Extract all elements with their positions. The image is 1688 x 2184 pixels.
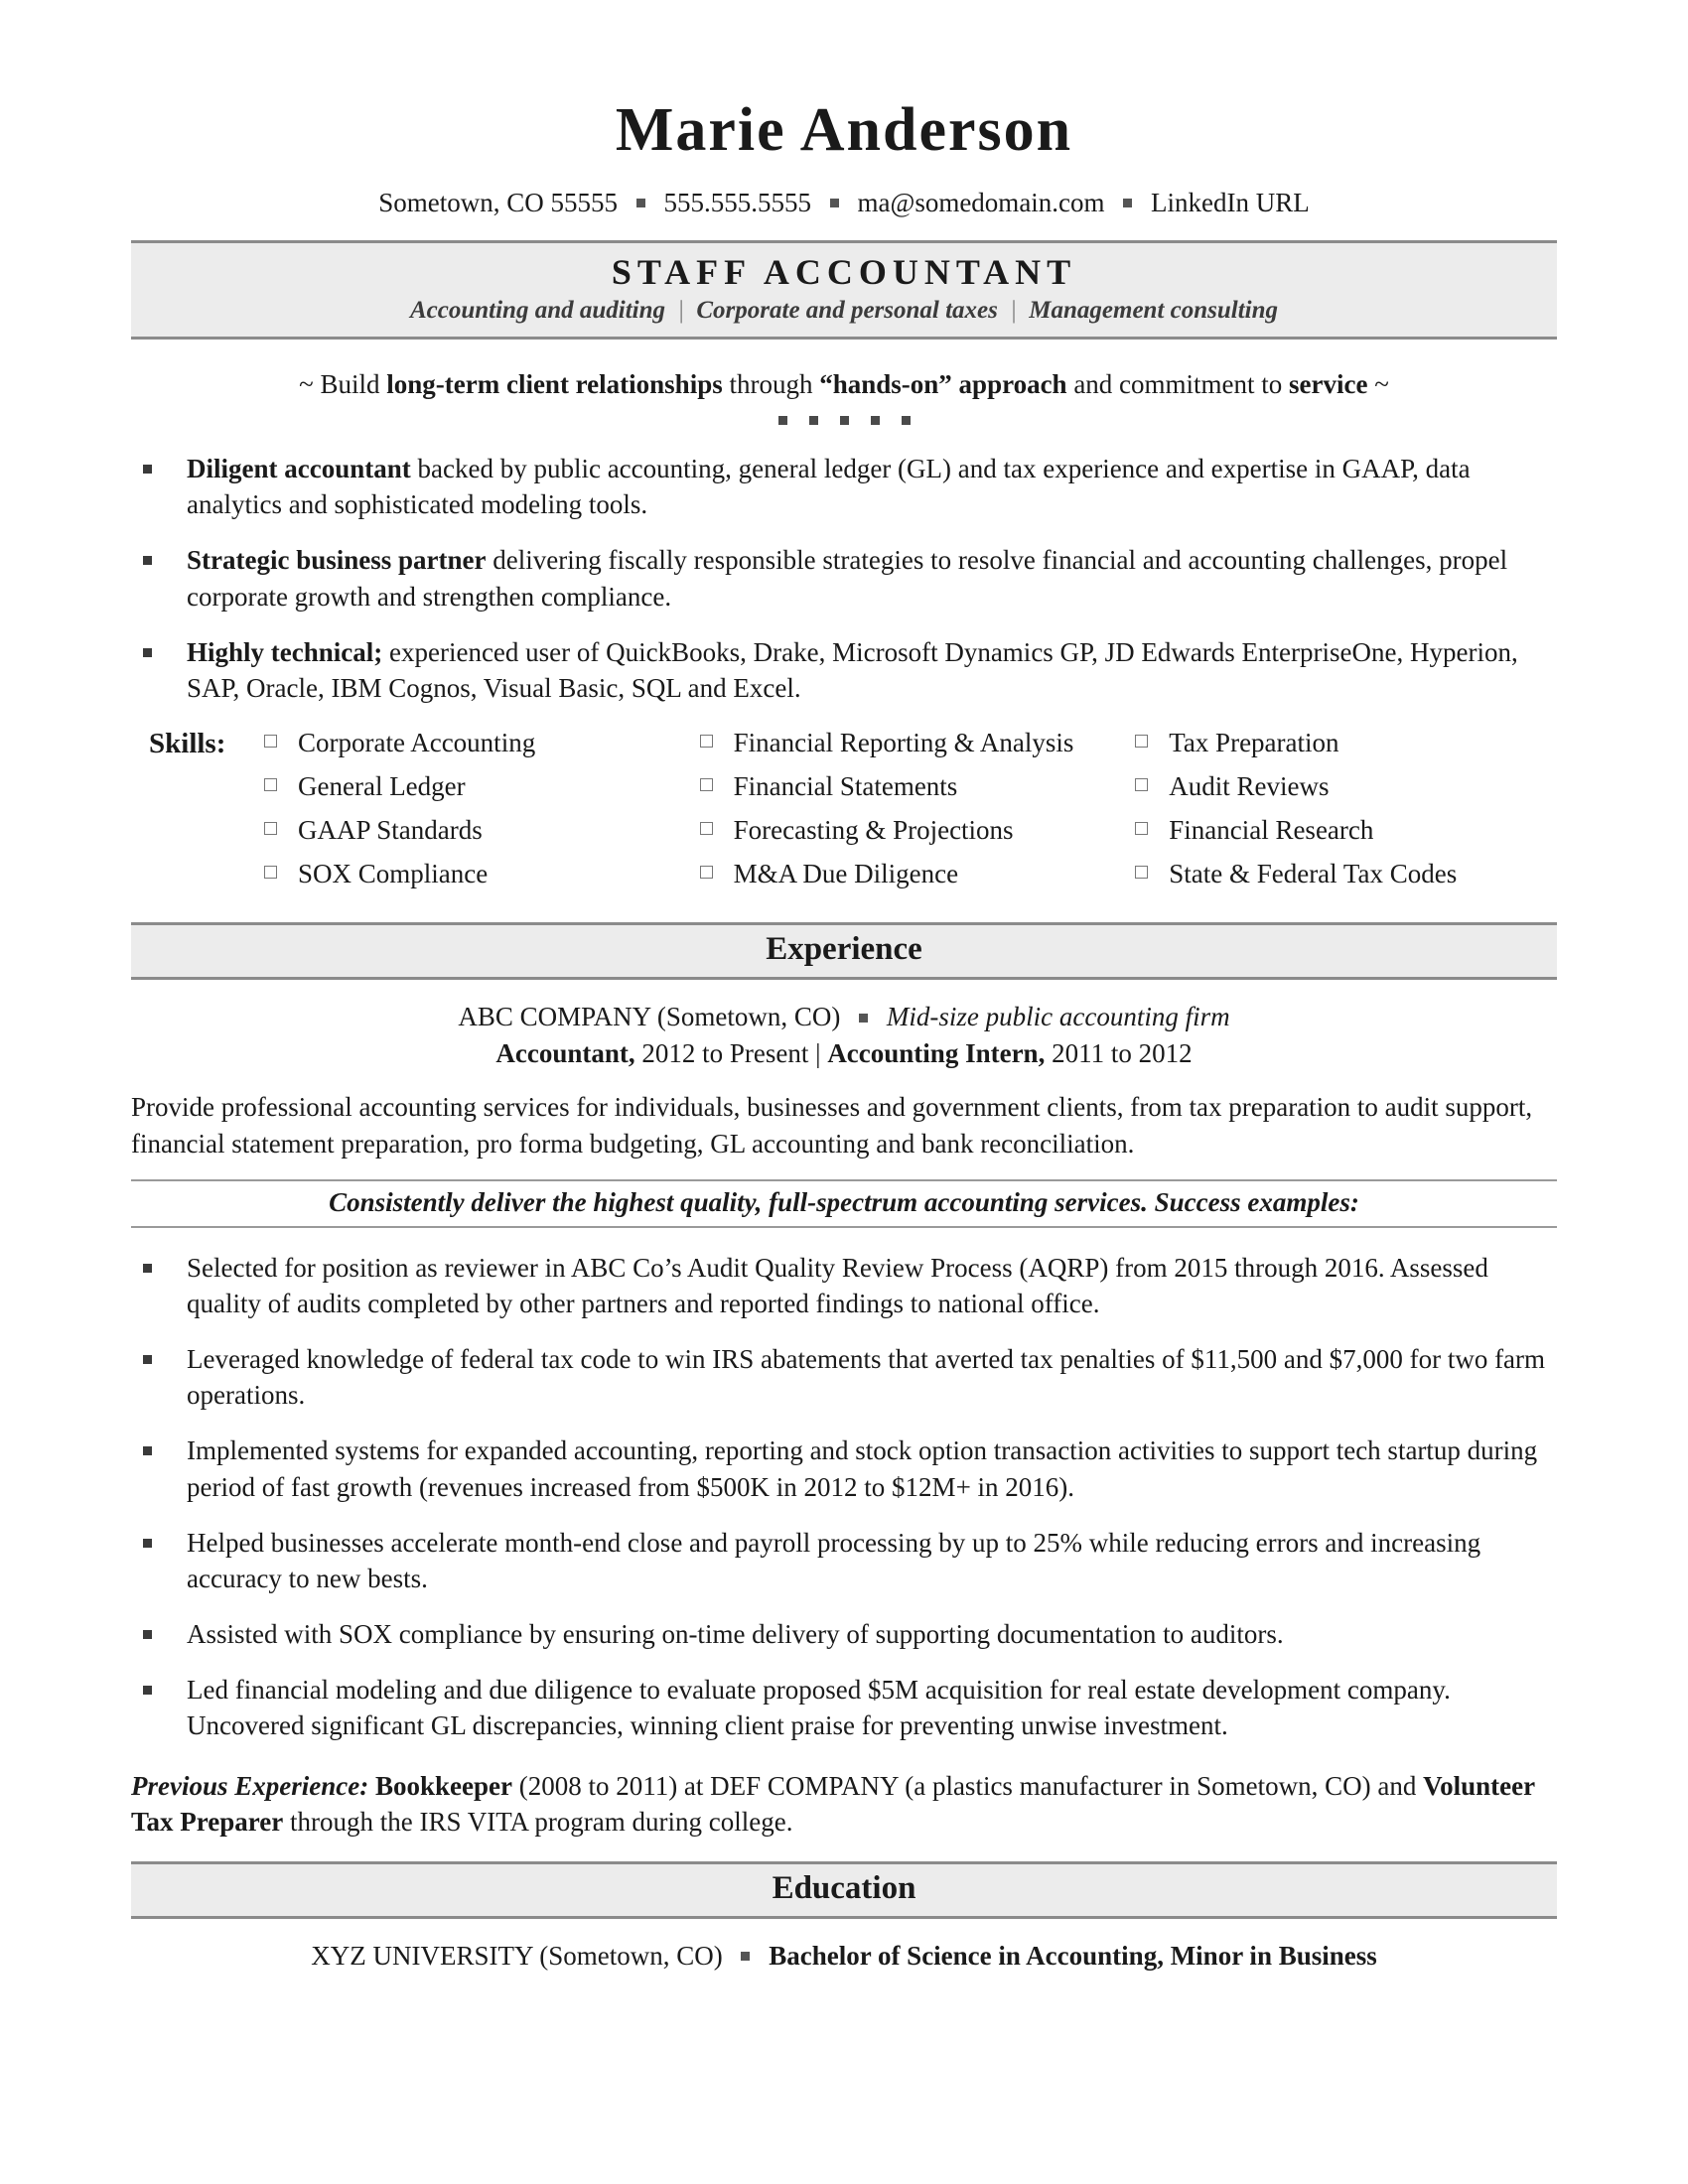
square-bullet-icon (830, 199, 839, 207)
employer-line (131, 1002, 1557, 1032)
section-header-education: Education (131, 1861, 1557, 1919)
dot-icon (902, 416, 911, 425)
experience-summary: Provide professional accounting services for individuals, businesses and government clients, from tax preparation to audit support, financial statement preparation, pro forma budgeting, GL accounting and bank reconciliation. (131, 1092, 1533, 1159)
skill-item: GAAP Standards (250, 813, 686, 848)
specialty-divider: | (1010, 297, 1018, 324)
tagline-open: ~ Build (299, 369, 387, 399)
skill-item: Audit Reviews (1121, 769, 1557, 804)
skills-column-2 (686, 726, 1122, 900)
previous-experience (131, 1768, 1557, 1840)
summary-lead: Highly technical; (187, 636, 383, 667)
skills-section (131, 726, 1557, 900)
summary-text: delivering fiscally responsible strategies to resolve financial and accounting challenges, propel corporate growth and strengthen compliance. (187, 545, 1508, 612)
square-bullet-icon (859, 1014, 868, 1023)
previous-role-1: Bookkeeper (368, 1770, 512, 1801)
role-1-title: Accountant, (495, 1038, 635, 1069)
skill-item: Financial Reporting & Analysis (686, 726, 1122, 760)
list-item (131, 542, 1557, 614)
tagline-mid-2: and commitment to (1066, 369, 1290, 399)
role-1-dates: 2012 to Present (634, 1038, 809, 1069)
job-title-band (131, 240, 1557, 340)
specialty-1: Accounting and auditing (409, 297, 665, 324)
employer-note: Mid-size public accounting firm (886, 1002, 1230, 1032)
job-title: STAFF ACCOUNTANT (611, 252, 1077, 292)
summary-lead: Strategic business partner (187, 545, 487, 576)
previous-text-1: (2008 to 2011) at DEF COMPANY (a plastics manufacturer in Sometown, CO) and (511, 1770, 1424, 1801)
skill-item: Forecasting & Projections (686, 813, 1122, 848)
list-item: Selected for position as reviewer in ABC Co’s Audit Quality Review Process (AQRP) from 2015 through 2016. Assessed quality of audits completed by other partners and reported findings to national office. (131, 1250, 1557, 1321)
tagline-bold-2: “hands-on” approach (819, 369, 1067, 399)
skill-item: Financial Statements (686, 769, 1122, 804)
contact-email[interactable]: ma@somedomain.com (857, 188, 1105, 217)
section-header-experience: Experience (131, 922, 1557, 980)
list-item: Helped businesses accelerate month-end close and payroll processing by up to 25% while reducing errors and increasing accuracy to new bests. (131, 1525, 1557, 1596)
specialty-divider: | (677, 297, 685, 324)
specialty-3: Management consulting (1029, 297, 1279, 324)
skills-label: Skills: (149, 728, 226, 760)
previous-role-2: Volunteer Tax Preparer (131, 1770, 1535, 1837)
skills-columns (250, 726, 1557, 900)
tagline (131, 369, 1557, 400)
dot-icon (871, 416, 880, 425)
square-bullet-icon (741, 1952, 750, 1961)
square-bullet-icon (636, 199, 645, 207)
dot-icon (778, 416, 787, 425)
role-divider: | (808, 1038, 828, 1069)
tagline-mid-1: through (722, 369, 820, 399)
employer-name: ABC COMPANY (Sometown, CO) (458, 1002, 841, 1032)
degree-name: Bachelor of Science in Accounting, Minor in Business (769, 1940, 1377, 1971)
skill-item: M&A Due Diligence (686, 857, 1122, 891)
list-item: Led financial modeling and due diligence to evaluate proposed $5M acquisition for real estate development company. Uncovered significant GL discrepancies, winning client praise for preventing unwise investment. (131, 1672, 1557, 1743)
achievements-list (131, 1250, 1557, 1744)
skill-item: General Ledger (250, 769, 686, 804)
skill-item: Financial Research (1121, 813, 1557, 848)
success-examples-header: Consistently deliver the highest quality, full-spectrum accounting services. Success examples: (131, 1179, 1557, 1228)
tagline-bold-3: service (1289, 369, 1368, 399)
education-line (131, 1941, 1557, 1972)
tagline-close: ~ (1367, 369, 1389, 399)
tagline-bold-1: long-term client relationships (386, 369, 723, 399)
summary-lead: Diligent accountant (187, 454, 411, 483)
dot-separator (131, 416, 1557, 425)
dot-icon (809, 416, 818, 425)
contact-linkedin[interactable]: LinkedIn URL (1151, 188, 1310, 217)
contact-phone: 555.555.5555 (663, 188, 811, 217)
square-bullet-icon (1123, 199, 1132, 207)
roles-line (131, 1038, 1557, 1069)
specialties-line (131, 297, 1557, 325)
summary-text: experienced user of QuickBooks, Drake, Microsoft Dynamics GP, JD Edwards EnterpriseOne, Hyperion, SAP, Oracle, IBM Cognos, Visual Basic, SQL and Excel. (187, 636, 1518, 703)
role-2-title: Accounting Intern, (827, 1038, 1046, 1069)
role-2-dates: 2011 to 2012 (1045, 1038, 1193, 1069)
dot-icon (840, 416, 849, 425)
school-name: XYZ UNIVERSITY (Sometown, CO) (311, 1940, 723, 1971)
skills-column-1 (250, 726, 686, 900)
previous-text-2: through the IRS VITA program during college. (283, 1806, 793, 1837)
contact-line (131, 188, 1557, 218)
list-item: Assisted with SOX compliance by ensuring on-time delivery of supporting documentation to auditors. (131, 1616, 1557, 1652)
skill-item: SOX Compliance (250, 857, 686, 891)
page-title: Marie Anderson (615, 96, 1073, 164)
skill-item: Tax Preparation (1121, 726, 1557, 760)
summary-list (131, 451, 1557, 706)
list-item (131, 451, 1557, 522)
skill-item: Corporate Accounting (250, 726, 686, 760)
contact-location: Sometown, CO 55555 (378, 188, 618, 217)
list-item: Implemented systems for expanded accounting, reporting and stock option transaction activities to support tech startup during period of fast growth (revenues increased from $500K in 2012 to $12M+ in 2016). (131, 1433, 1557, 1504)
list-item (131, 634, 1557, 706)
summary-text: backed by public accounting, general ledger (GL) and tax experience and expertise in GAAP, data analytics and sophisticated modeling tools. (187, 454, 1471, 520)
previous-experience-label: Previous Experience: (131, 1770, 369, 1801)
skills-column-3 (1121, 726, 1557, 900)
specialty-2: Corporate and personal taxes (696, 297, 998, 324)
list-item: Leveraged knowledge of federal tax code to win IRS abatements that averted tax penalties of $11,500 and $7,000 for two farm operations. (131, 1341, 1557, 1413)
skill-item: State & Federal Tax Codes (1121, 857, 1557, 891)
